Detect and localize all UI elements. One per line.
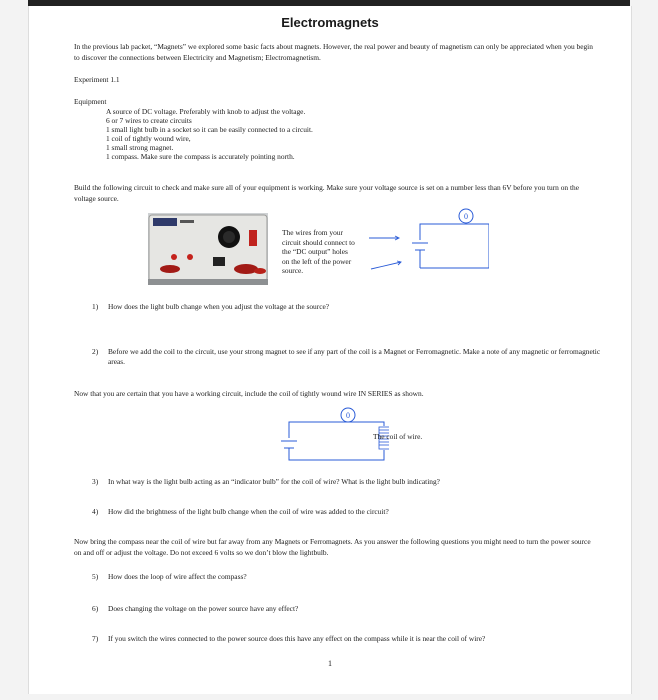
equipment-item: 1 coil of tightly wound wire, <box>106 134 191 143</box>
circuit-diagram-series <box>269 404 389 464</box>
equipment-list <box>106 107 506 161</box>
circuit-diagram-basic <box>309 206 489 276</box>
power-supply-image <box>148 213 268 285</box>
question-2: 2) Before we add the coil to the circuit, use your strong magnet to see if any part of the coil is a Magnet or Ferromagnetic. Make a note of any magnetic or ferromagnetic areas. <box>92 347 601 366</box>
series-instructions: Now that you are certain that you have a working circuit, include the coil of tightly wound wire IN SERIES as shown. <box>74 389 424 398</box>
intro-paragraph: In the previous lab packet, “Magnets” we explored some basic facts about magnets. However, the real power and beauty of magnetism can only be appreciated when you begin to discover the connections between Electricity and Magnetism; Electromagnetism. <box>74 42 593 62</box>
wires-note-line: source. <box>282 266 304 276</box>
page-number: 1 <box>328 659 332 668</box>
coil-label: The coil of wire. <box>373 432 423 441</box>
equipment-item: 1 small light bulb in a socket so it can be easily connected to a circuit. <box>106 125 313 134</box>
wires-note-line: the “DC output” holes <box>282 247 348 257</box>
build-instructions: Build the following circuit to check and make sure all of your equipment is working. Make sure your voltage source is set on a number less than 6V before you turn on the voltage source. <box>74 183 579 203</box>
equipment-item: 6 or 7 wires to create circuits <box>106 116 192 125</box>
wires-note-line: The wires from your <box>282 228 343 237</box>
svg-text:0: 0 <box>464 212 468 221</box>
svg-text:0: 0 <box>346 411 350 420</box>
compass-instructions: Now bring the compass near the coil of wire but far away from any Magnets or Ferromagnets. As you answer the following questions you might need to turn the power source on and off or adjust the voltage. Do not exceed 6 volts so we don’t blow the lightbulb. <box>74 537 591 557</box>
experiment-heading: Experiment 1.1 <box>74 75 120 84</box>
equipment-item: 1 small strong magnet. <box>106 143 174 152</box>
page-title: Electromagnets <box>281 15 379 30</box>
document-page: Electromagnets In the previous lab packet, “Magnets” we explored some basic facts about magnets. However, the real power and beauty of magnetism can only be appreciated when you begin to discover the connections between Electricity and Magnetism; Electromagnetism. Experiment 1.1 Equipment A source of DC voltage. Preferably with knob to adjust the voltage. 6 or 7 wires to create circuits 1 small light bulb in a socket so it can be easily connected to a circuit. 1 coil of tightly wound wire, 1 small strong magnet. 1 compass. Make sure the compass is accurately pointing north. Build the following circuit to check and make sure all of your equipment is working. Make sure your voltage source is set on a number less than 6V before you turn on the voltage source. The wires from your circuit should connect to the “DC output” holes on the left of the power source. 0 1) How does the light bulb change when you adjust the voltage at the source? 2) Before we add the coil to the circuit, use your strong magnet to see if any part of the coil is a Magnet or Ferromagnetic. Make a note of any magnetic or ferromagnetic areas. Now that you are certain that you have a working circuit, include the coil of tightly wound wire IN SERIES as shown. 0 The coil of wire. 3) In what way is the light bulb acting as an “indicator bulb” for the coil of wire? What is the light bulb indicating? 4) How did the brightness of the light bulb change when the coil of wire was added to the circuit? Now bring the compass near the coil of wire but far away from any Magnets or Ferromagnets. As you answer the following questions you might need to turn the power source on and off or adjust the voltage. Do not exceed 6 volts so we don’t blow the lightbulb. 5) How does the loop of wire affect the compass? 6) Does changing the voltage on the power source have any effect? 7) If you switch the wires connected to the power source does this have any effect on the compass while it is near the coil of wire? 1 <box>28 6 632 694</box>
equipment-item: A source of DC voltage. Preferably with knob to adjust the voltage. <box>106 107 306 116</box>
equipment-item: 1 compass. Make sure the compass is accurately pointing north. <box>106 152 295 161</box>
equipment-heading: Equipment <box>74 97 107 106</box>
wires-note-line: on the left of the power <box>282 256 352 266</box>
wires-note-line: circuit should connect to <box>282 237 355 247</box>
arrow-line <box>371 262 401 269</box>
